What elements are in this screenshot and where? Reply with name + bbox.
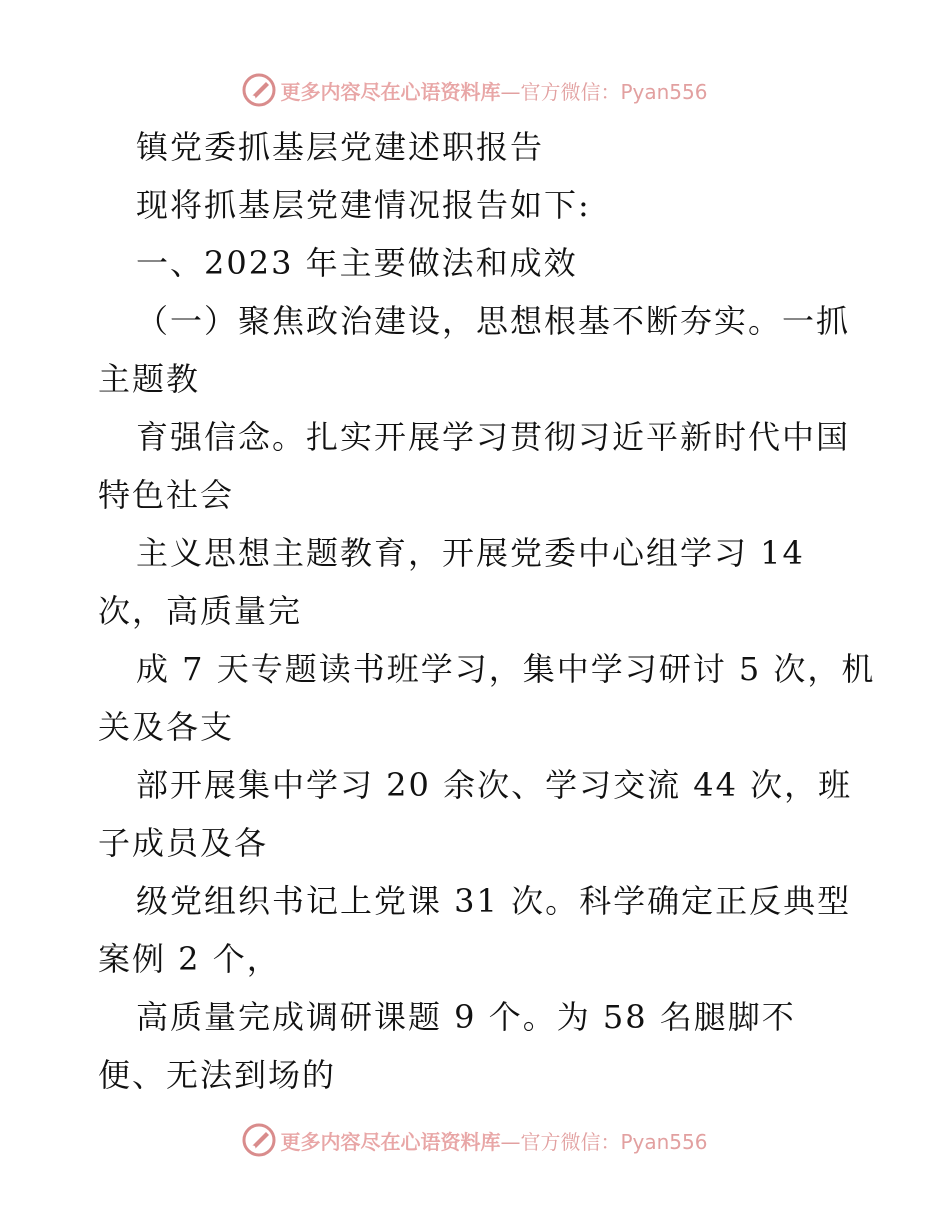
section-heading: 一、2023 年主要做法和成效 — [136, 244, 578, 282]
paragraph-line: 案例 2 个， — [98, 940, 281, 978]
paragraph-line: 现将抓基层党建情况报告如下: — [136, 186, 591, 224]
paragraph-line: 关及各支 — [98, 708, 235, 746]
watermark-brand: 更多内容尽在心语资料库 — [280, 1129, 501, 1154]
paragraph-line: 成 7 天专题读书班学习，集中学习研讨 5 次，机 — [136, 650, 876, 688]
watermark-brand: 更多内容尽在心语资料库 — [280, 79, 501, 104]
footer-watermark — [0, 1120, 950, 1160]
document-title: 镇党委抓基层党建述职报告 — [136, 128, 545, 166]
pen-seal-icon — [242, 73, 276, 107]
document-body — [98, 118, 876, 1104]
paragraph-line: 育强信念。扎实开展学习贯彻习近平新时代中国 — [136, 418, 851, 456]
paragraph-line: 主义思想主题教育，开展党委中心组学习 14 — [136, 534, 805, 572]
paragraph-line: 次，高质量完 — [98, 592, 303, 630]
watermark-text — [280, 76, 707, 105]
paragraph-line: 主题教 — [98, 360, 201, 398]
paragraph-line: 高质量完成调研课题 9 个。为 58 名腿脚不 — [136, 998, 796, 1036]
paragraph-line: 级党组织书记上党课 31 次。科学确定正反典型 — [136, 882, 852, 920]
paragraph-line: （一）聚焦政治建设，思想根基不断夯实。一抓 — [136, 302, 851, 340]
paragraph-line: 特色社会 — [98, 476, 235, 514]
pen-seal-icon — [242, 1123, 276, 1157]
header-watermark — [0, 70, 950, 110]
watermark-official: —官方微信：Pyan556 — [500, 1129, 708, 1154]
watermark-official: —官方微信：Pyan556 — [500, 79, 708, 104]
paragraph-line: 部开展集中学习 20 余次、学习交流 44 次，班 — [136, 766, 853, 804]
paragraph-line: 便、无法到场的 — [98, 1056, 337, 1094]
watermark-text — [280, 1126, 707, 1155]
paragraph-line: 子成员及各 — [98, 824, 269, 862]
